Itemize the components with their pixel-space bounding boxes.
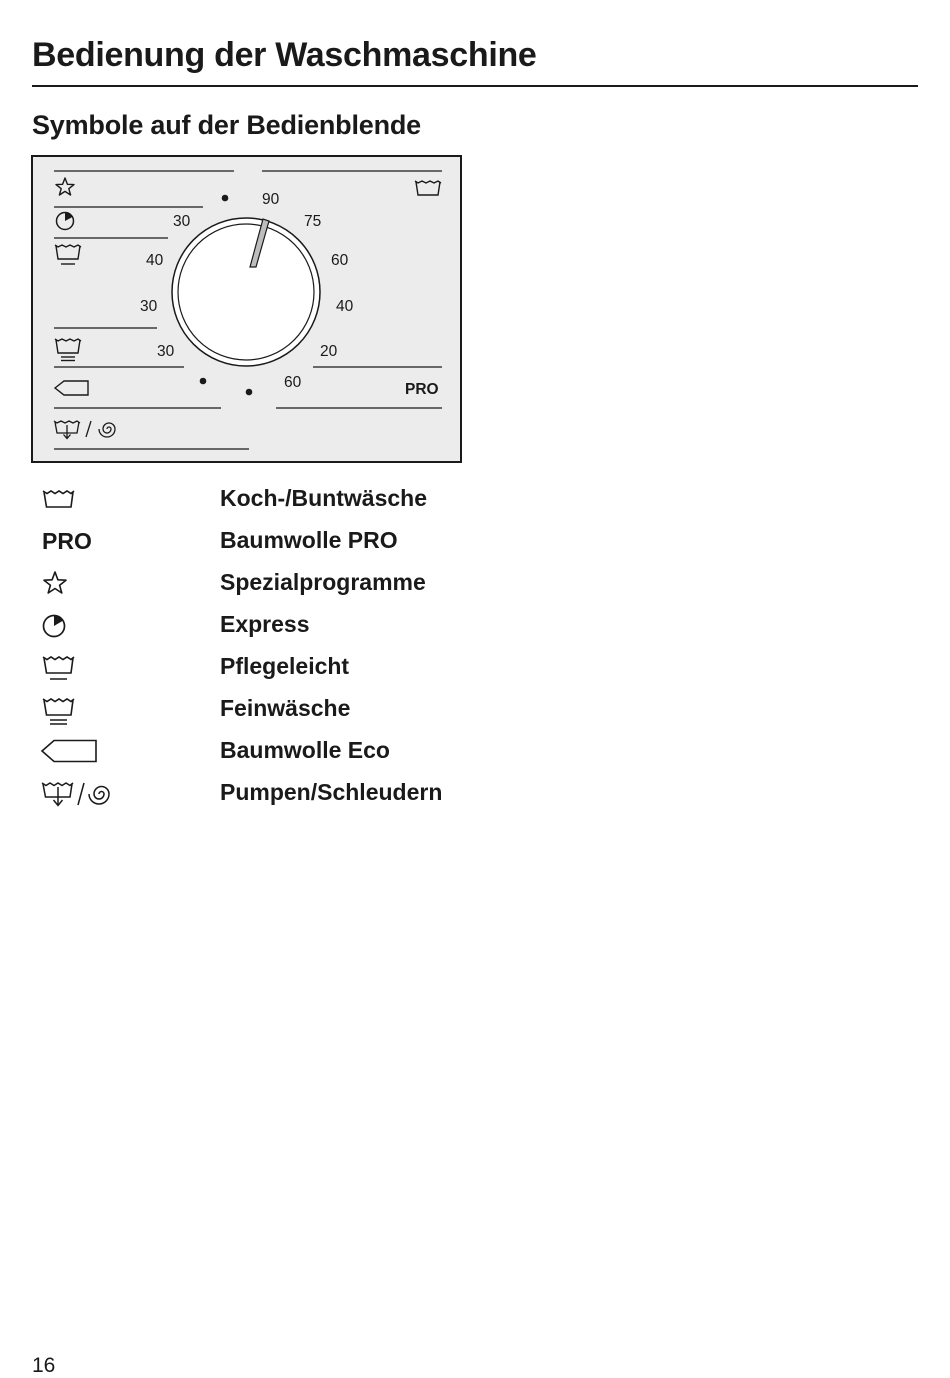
legend-symbol <box>40 646 190 688</box>
dial-label-koch-90: 90 <box>262 191 280 208</box>
dial-label-fein-30: 30 <box>157 343 175 360</box>
legend-row-pro <box>40 520 520 562</box>
page-number: 16 <box>32 1354 56 1377</box>
pro-label: PRO <box>405 381 439 398</box>
legend-row-eco <box>40 730 520 772</box>
legend-label: Baumwolle Eco <box>220 737 390 763</box>
legend-row-pumpen <box>40 772 520 814</box>
dial-label-pflege-30: 30 <box>140 298 158 315</box>
legend-label: Koch-/Buntwäsche <box>220 485 428 511</box>
legend-label: Spezialprogramme <box>220 569 426 595</box>
program-dial[interactable] <box>172 218 320 366</box>
star-icon <box>40 570 70 598</box>
legend-symbol <box>40 562 190 604</box>
legend-row-koch <box>40 478 520 520</box>
dial-label-koch-40: 40 <box>336 298 354 315</box>
legend-symbol <box>40 772 190 814</box>
drain-spin-icon <box>40 780 120 810</box>
dial-label-express-30: 30 <box>173 213 191 230</box>
dial-label-koch-75: 75 <box>304 213 322 230</box>
legend-label: Feinwäsche <box>220 695 351 721</box>
legend-row-spezial <box>40 562 520 604</box>
legend-label: Pumpen/Schleudern <box>220 779 443 805</box>
dial-label-pflege-40: 40 <box>146 252 164 269</box>
tub-two-bars-icon <box>40 696 80 728</box>
dial-label-pro-60: 60 <box>284 374 302 391</box>
tub-one-bar-icon <box>40 654 80 684</box>
express-clock-icon <box>40 612 70 640</box>
eco-tag-icon <box>40 738 100 766</box>
legend-label: Pflegeleicht <box>220 653 350 679</box>
legend-label: Express <box>220 611 310 637</box>
legend-symbol <box>40 688 190 730</box>
legend-symbol <box>40 520 190 562</box>
title-divider <box>32 85 918 87</box>
dial-label-koch-20: 20 <box>320 343 338 360</box>
pro-symbol-text: PRO <box>42 528 92 554</box>
control-panel-illustration <box>31 155 462 463</box>
legend-symbol <box>40 478 190 520</box>
legend-symbol <box>40 604 190 646</box>
legend-row-feinwaesche <box>40 688 520 730</box>
legend-row-pflegeleicht <box>40 646 520 688</box>
legend-row-express <box>40 604 520 646</box>
legend-symbol <box>40 730 190 772</box>
page-title: Bedienung der Waschmaschine <box>32 36 537 74</box>
dial-label-koch-60: 60 <box>331 252 349 269</box>
section-title: Symbole auf der Bedienblende <box>32 110 421 140</box>
legend-label: Baumwolle PRO <box>220 527 398 553</box>
tub-icon <box>40 486 80 512</box>
